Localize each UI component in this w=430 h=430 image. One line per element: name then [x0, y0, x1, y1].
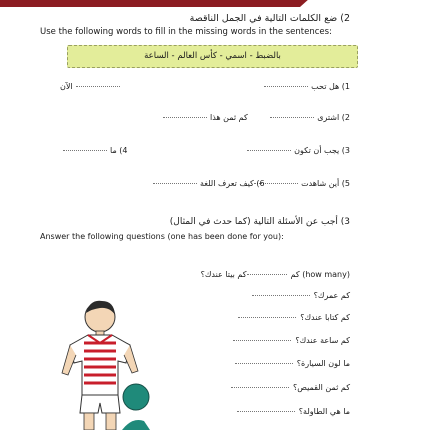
- answer-line[interactable]: [235, 363, 293, 364]
- blank-line[interactable]: [76, 86, 120, 87]
- question-row: [233, 336, 350, 345]
- sentence-7-text: 5) أين شاهدت: [301, 179, 350, 188]
- question-row: [231, 383, 350, 392]
- soccer-player-illustration: [40, 285, 150, 430]
- blank-line[interactable]: [153, 183, 197, 184]
- sentence-4: [160, 113, 248, 122]
- question-2-instruction: Use the following words to fill in the missing words in the sentences:: [40, 27, 332, 37]
- answer-line[interactable]: [233, 340, 291, 341]
- example-answer: كم بيتا عندك؟: [200, 270, 247, 279]
- sentence-4-text: كم ثمن هذا: [210, 113, 248, 122]
- answer-line: [247, 274, 287, 275]
- sentence-6: [60, 146, 127, 155]
- sentence-2-text: الآن: [60, 82, 73, 91]
- sentence-7: [251, 179, 350, 188]
- question-row: [235, 359, 350, 368]
- sentence-8: [150, 179, 265, 188]
- blank-line[interactable]: [270, 117, 314, 118]
- answer-line[interactable]: [238, 317, 296, 318]
- example-label: (how many) كم: [290, 270, 350, 279]
- sentence-2: [60, 82, 123, 91]
- answer-line[interactable]: [231, 387, 289, 388]
- question-row: [252, 291, 350, 300]
- blank-line[interactable]: [247, 150, 291, 151]
- word-bank-box: بالضبط - اسمي - كأس العالم - الساعة: [67, 45, 358, 68]
- question-label: كم كتابا عندك؟: [300, 313, 350, 322]
- blank-line[interactable]: [163, 117, 207, 118]
- question-3-title: 3) أجب عن الأسئلة التالية (كما حدث في المثال): [169, 217, 350, 227]
- answer-line[interactable]: [237, 411, 295, 412]
- sentence-5: [244, 146, 350, 155]
- sentence-6-text: 4) ما: [110, 146, 128, 155]
- example-row: [201, 270, 350, 279]
- sentence-1: [261, 82, 350, 91]
- sentence-3: [267, 113, 350, 122]
- answer-line[interactable]: [252, 295, 310, 296]
- question-label: ما هي الطاولة؟: [298, 407, 350, 416]
- question-label: كم ساعة عندك؟: [295, 336, 350, 345]
- sentence-3-text: 2) اشترى: [317, 113, 350, 122]
- question-label: كم عمرك؟: [313, 291, 350, 300]
- question-label: كم ثمن القميص؟: [293, 383, 350, 392]
- question-3-instruction: Answer the following questions (one has been done for you):: [40, 232, 284, 241]
- question-row: [237, 407, 350, 416]
- blank-line[interactable]: [264, 86, 308, 87]
- question-row: [238, 313, 350, 322]
- header-bar-notch: [300, 0, 430, 7]
- question-label: ما لون السيارة؟: [296, 359, 350, 368]
- blank-line[interactable]: [63, 150, 107, 151]
- question-2-title: 2) ضع الكلمات التالية في الجمل الناقصة: [189, 13, 350, 24]
- sentence-1-text: 1) هل تحب: [311, 82, 350, 91]
- sentence-8-text: 6) كيف تعرف اللغة: [200, 179, 265, 188]
- sentence-5-text: 3) يجب أن تكون: [294, 146, 350, 155]
